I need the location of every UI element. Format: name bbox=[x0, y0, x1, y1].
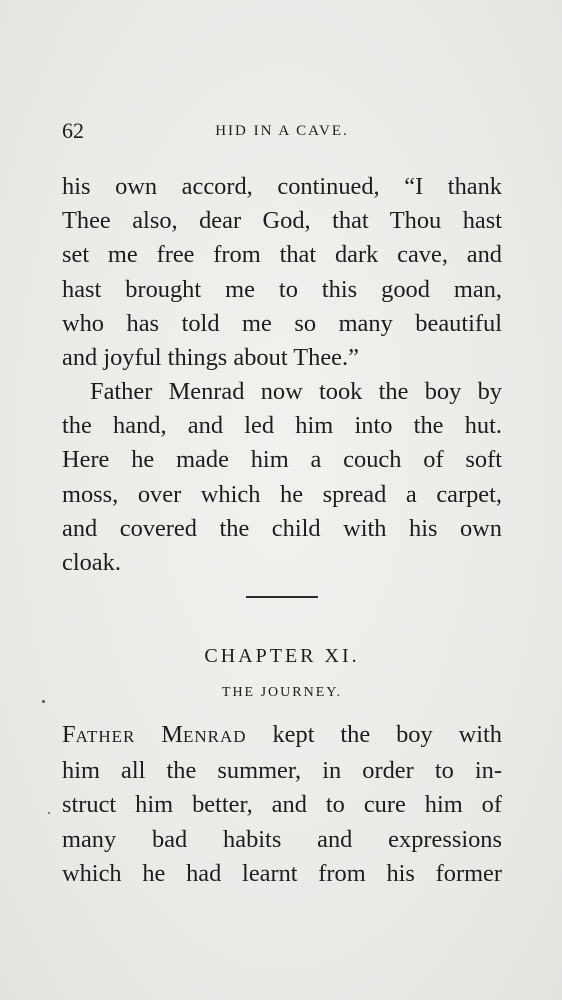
text-line: and joyful things about Thee.” bbox=[62, 344, 359, 372]
smallcaps-initial: F bbox=[62, 721, 76, 748]
text-line: which he had learnt from his former bbox=[62, 859, 502, 887]
text-line: Here he made him a couch of soft bbox=[62, 446, 502, 474]
chapter-title: CHAPTER XI. bbox=[204, 645, 360, 667]
text-line: his own accord, continued, “I thank bbox=[62, 173, 502, 200]
text-line: who has told me so many beautiful bbox=[62, 309, 502, 337]
chapter-subtitle: THE JOURNEY. bbox=[221, 685, 343, 700]
text-line: the hand, and led him into the hut. bbox=[62, 412, 502, 440]
smallcaps-rest: ENRAD bbox=[182, 727, 247, 746]
text-line: him all the summer, in order to in- bbox=[62, 757, 502, 785]
running-head: HID IN A CAVE. bbox=[215, 123, 349, 139]
page-header bbox=[62, 118, 502, 150]
page-number: 62 bbox=[62, 118, 84, 143]
section-divider bbox=[246, 596, 318, 598]
text-line: Father Menrad now took the boy by bbox=[90, 378, 502, 405]
smallcaps-rest: ATHER bbox=[75, 727, 136, 746]
paragraph-journey bbox=[62, 718, 502, 891]
smallcaps-initial: M bbox=[161, 721, 183, 748]
text-line: many bad habits and expressions bbox=[62, 825, 502, 853]
text-line: cloak. bbox=[62, 549, 121, 577]
text-line: hast brought me to this good man, bbox=[62, 275, 502, 303]
print-speck bbox=[48, 812, 50, 814]
text-line: struct him better, and to cure him of bbox=[62, 791, 502, 819]
opening-line-rest: kept the boy with bbox=[246, 721, 502, 748]
text-line: moss, over which he spread a carpet, bbox=[62, 480, 502, 508]
text-line: set me free from that dark cave, and bbox=[62, 241, 502, 269]
print-speck bbox=[42, 700, 45, 703]
text-line: Thee also, dear God, that Thou hast bbox=[62, 207, 502, 235]
paragraph-continuation bbox=[62, 170, 502, 375]
text-line: and covered the child with his own bbox=[62, 514, 502, 542]
text-line-opening bbox=[62, 718, 502, 754]
paragraph-hut bbox=[62, 375, 502, 580]
